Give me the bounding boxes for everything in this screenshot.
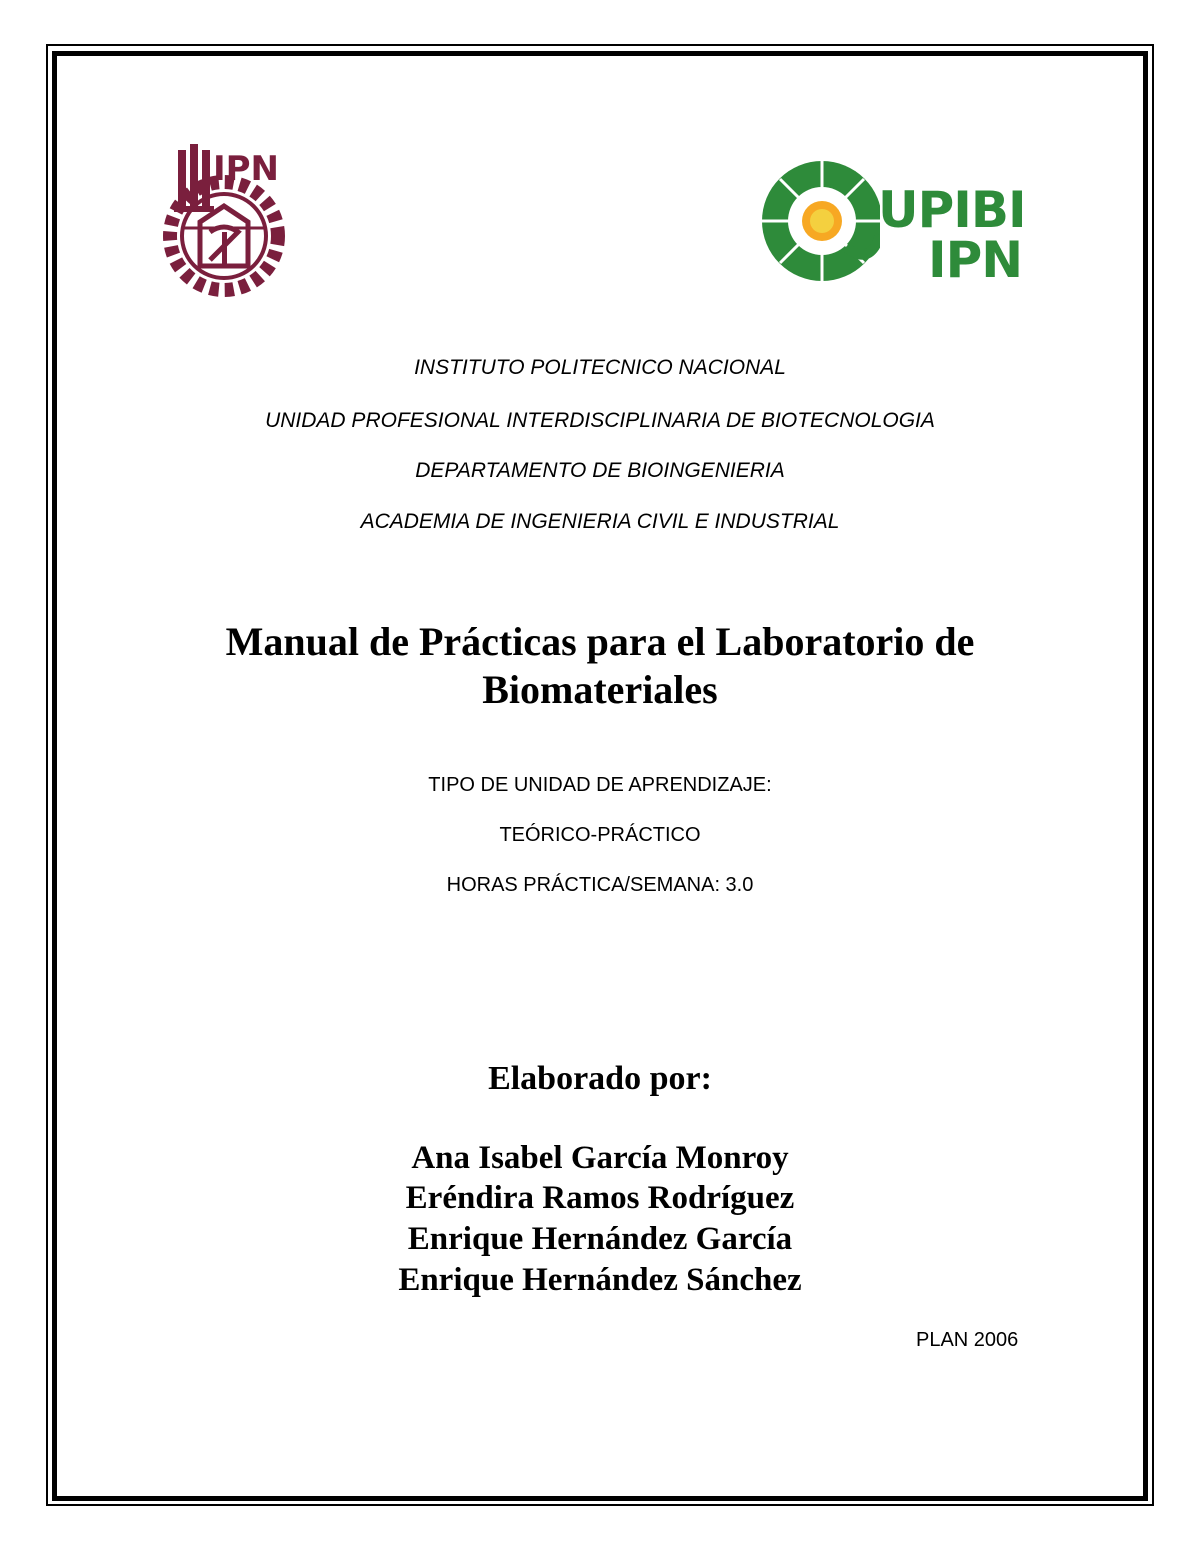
author-name: Enrique Hernández Sánchez <box>398 1262 802 1298</box>
upibi-logo <box>760 155 1026 299</box>
ipn-logo-text: IPN <box>212 149 280 189</box>
unit-name: UNIDAD PROFESIONAL INTERDISCIPLINARIA DE BIOTECNOLOGIA <box>265 409 935 432</box>
author-name: Eréndira Ramos Rodríguez <box>405 1180 795 1216</box>
ipn-emblem-icon <box>160 136 288 304</box>
author-name: Ana Isabel García Monroy <box>411 1140 789 1176</box>
learning-unit-type-value: TEÓRICO-PRÁCTICO <box>499 824 701 846</box>
academy-name: ACADEMIA DE INGENIERIA CIVIL E INDUSTRIAL <box>360 510 840 533</box>
plan-year: PLAN 2006 <box>916 1329 1019 1351</box>
practice-hours: HORAS PRÁCTICA/SEMANA: 3.0 <box>446 874 754 896</box>
upibi-logo-line1: UPIBI <box>878 181 1026 239</box>
institution-name: INSTITUTO POLITECNICO NACIONAL <box>414 356 786 379</box>
authors-heading: Elaborado por: <box>488 1060 712 1097</box>
department-name: DEPARTAMENTO DE BIOINGENIERIA <box>415 459 785 482</box>
learning-unit-type-label: TIPO DE UNIDAD DE APRENDIZAJE: <box>428 774 772 796</box>
upibi-sun-icon <box>760 155 880 299</box>
document-title-line1: Manual de Prácticas para el Laboratorio de <box>225 619 975 664</box>
document-title-line2: Biomateriales <box>482 667 718 712</box>
upibi-logo-line2: IPN <box>928 231 1023 289</box>
author-name: Enrique Hernández García <box>407 1221 793 1257</box>
